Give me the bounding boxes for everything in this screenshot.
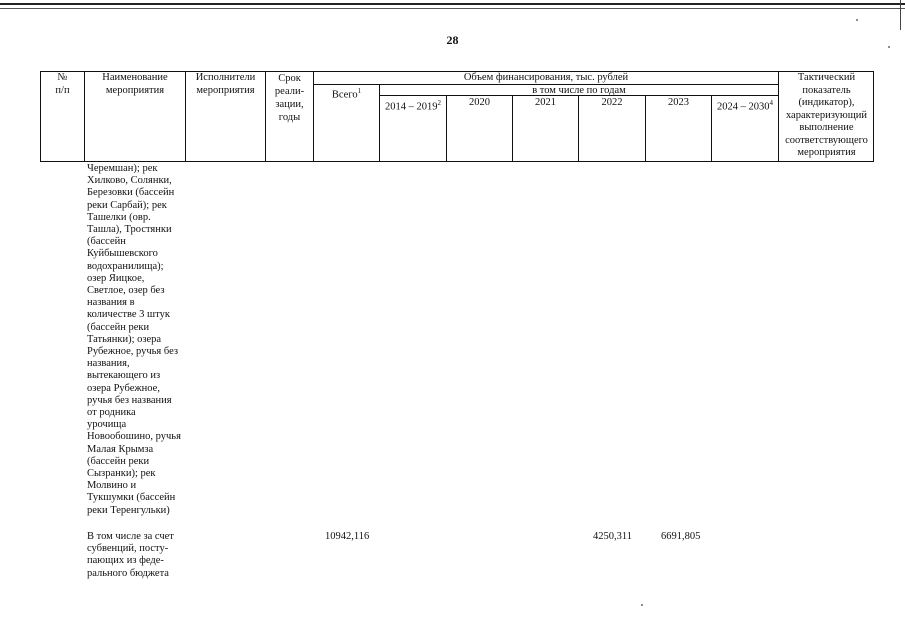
page-number: 28 [446,33,459,47]
header-by-years: в том числе по годам [532,85,626,96]
scan-speck [888,46,890,48]
header-year: 2020 [469,97,490,108]
header-financing: Объем финансирования, тыс. рублей [463,72,629,83]
scan-speck [641,604,643,606]
scan-top-edge [0,3,905,5]
header-year: 2023 [668,97,689,108]
measure-name-subvention: В том числе за счет субвенций, посту- пающих из феде- рального бюджета [87,531,174,579]
header-number: № п/п [55,72,70,96]
header-year: 2021 [535,97,556,108]
header-total: Всего$^1$ [331,87,362,101]
subvention-2023-value: 6691,805 [661,531,701,542]
header-indicator: Тактический показатель (индикатор), характеризующий выполнение соответствующего мероприятия [785,72,868,158]
header-name: Наименование мероприятия [102,72,168,96]
scan-right-edge [900,0,901,30]
measure-name-continuation: Черемшан); рек Хилково, Солянки, Березовки (бассейн реки Сарбай); рек Ташелки (овр. Ташла), Тростянки (бассейн Куйбышевского водохранилища); озер Яицкое, Светлое, озер без названия в количестве 3 штук (бассейн реки Татьянки); озера Рубежное, ручья без названия, вытекающего из озера Рубежное, ручья без названия от родника урочища Новообошино, ручья Малая Крымза (бассейн реки Сызранки); рек Молвино и Тукшумки (бассейн реки Теренгульки) [87,163,181,516]
scan-speck [856,19,858,21]
header-executors: Исполнители мероприятия [195,72,256,96]
header-term: Срок реали- зации, годы [274,73,305,123]
scan-top-edge-secondary [0,8,905,9]
header-year: 2022 [601,97,623,108]
header-year: 2024 – 2030$^4$ [717,99,773,113]
subvention-2022-value: 4250,311 [593,531,632,542]
header-year: 2014 – 2019$^2$ [385,99,441,113]
subvention-total-value: 10942,116 [325,531,370,542]
